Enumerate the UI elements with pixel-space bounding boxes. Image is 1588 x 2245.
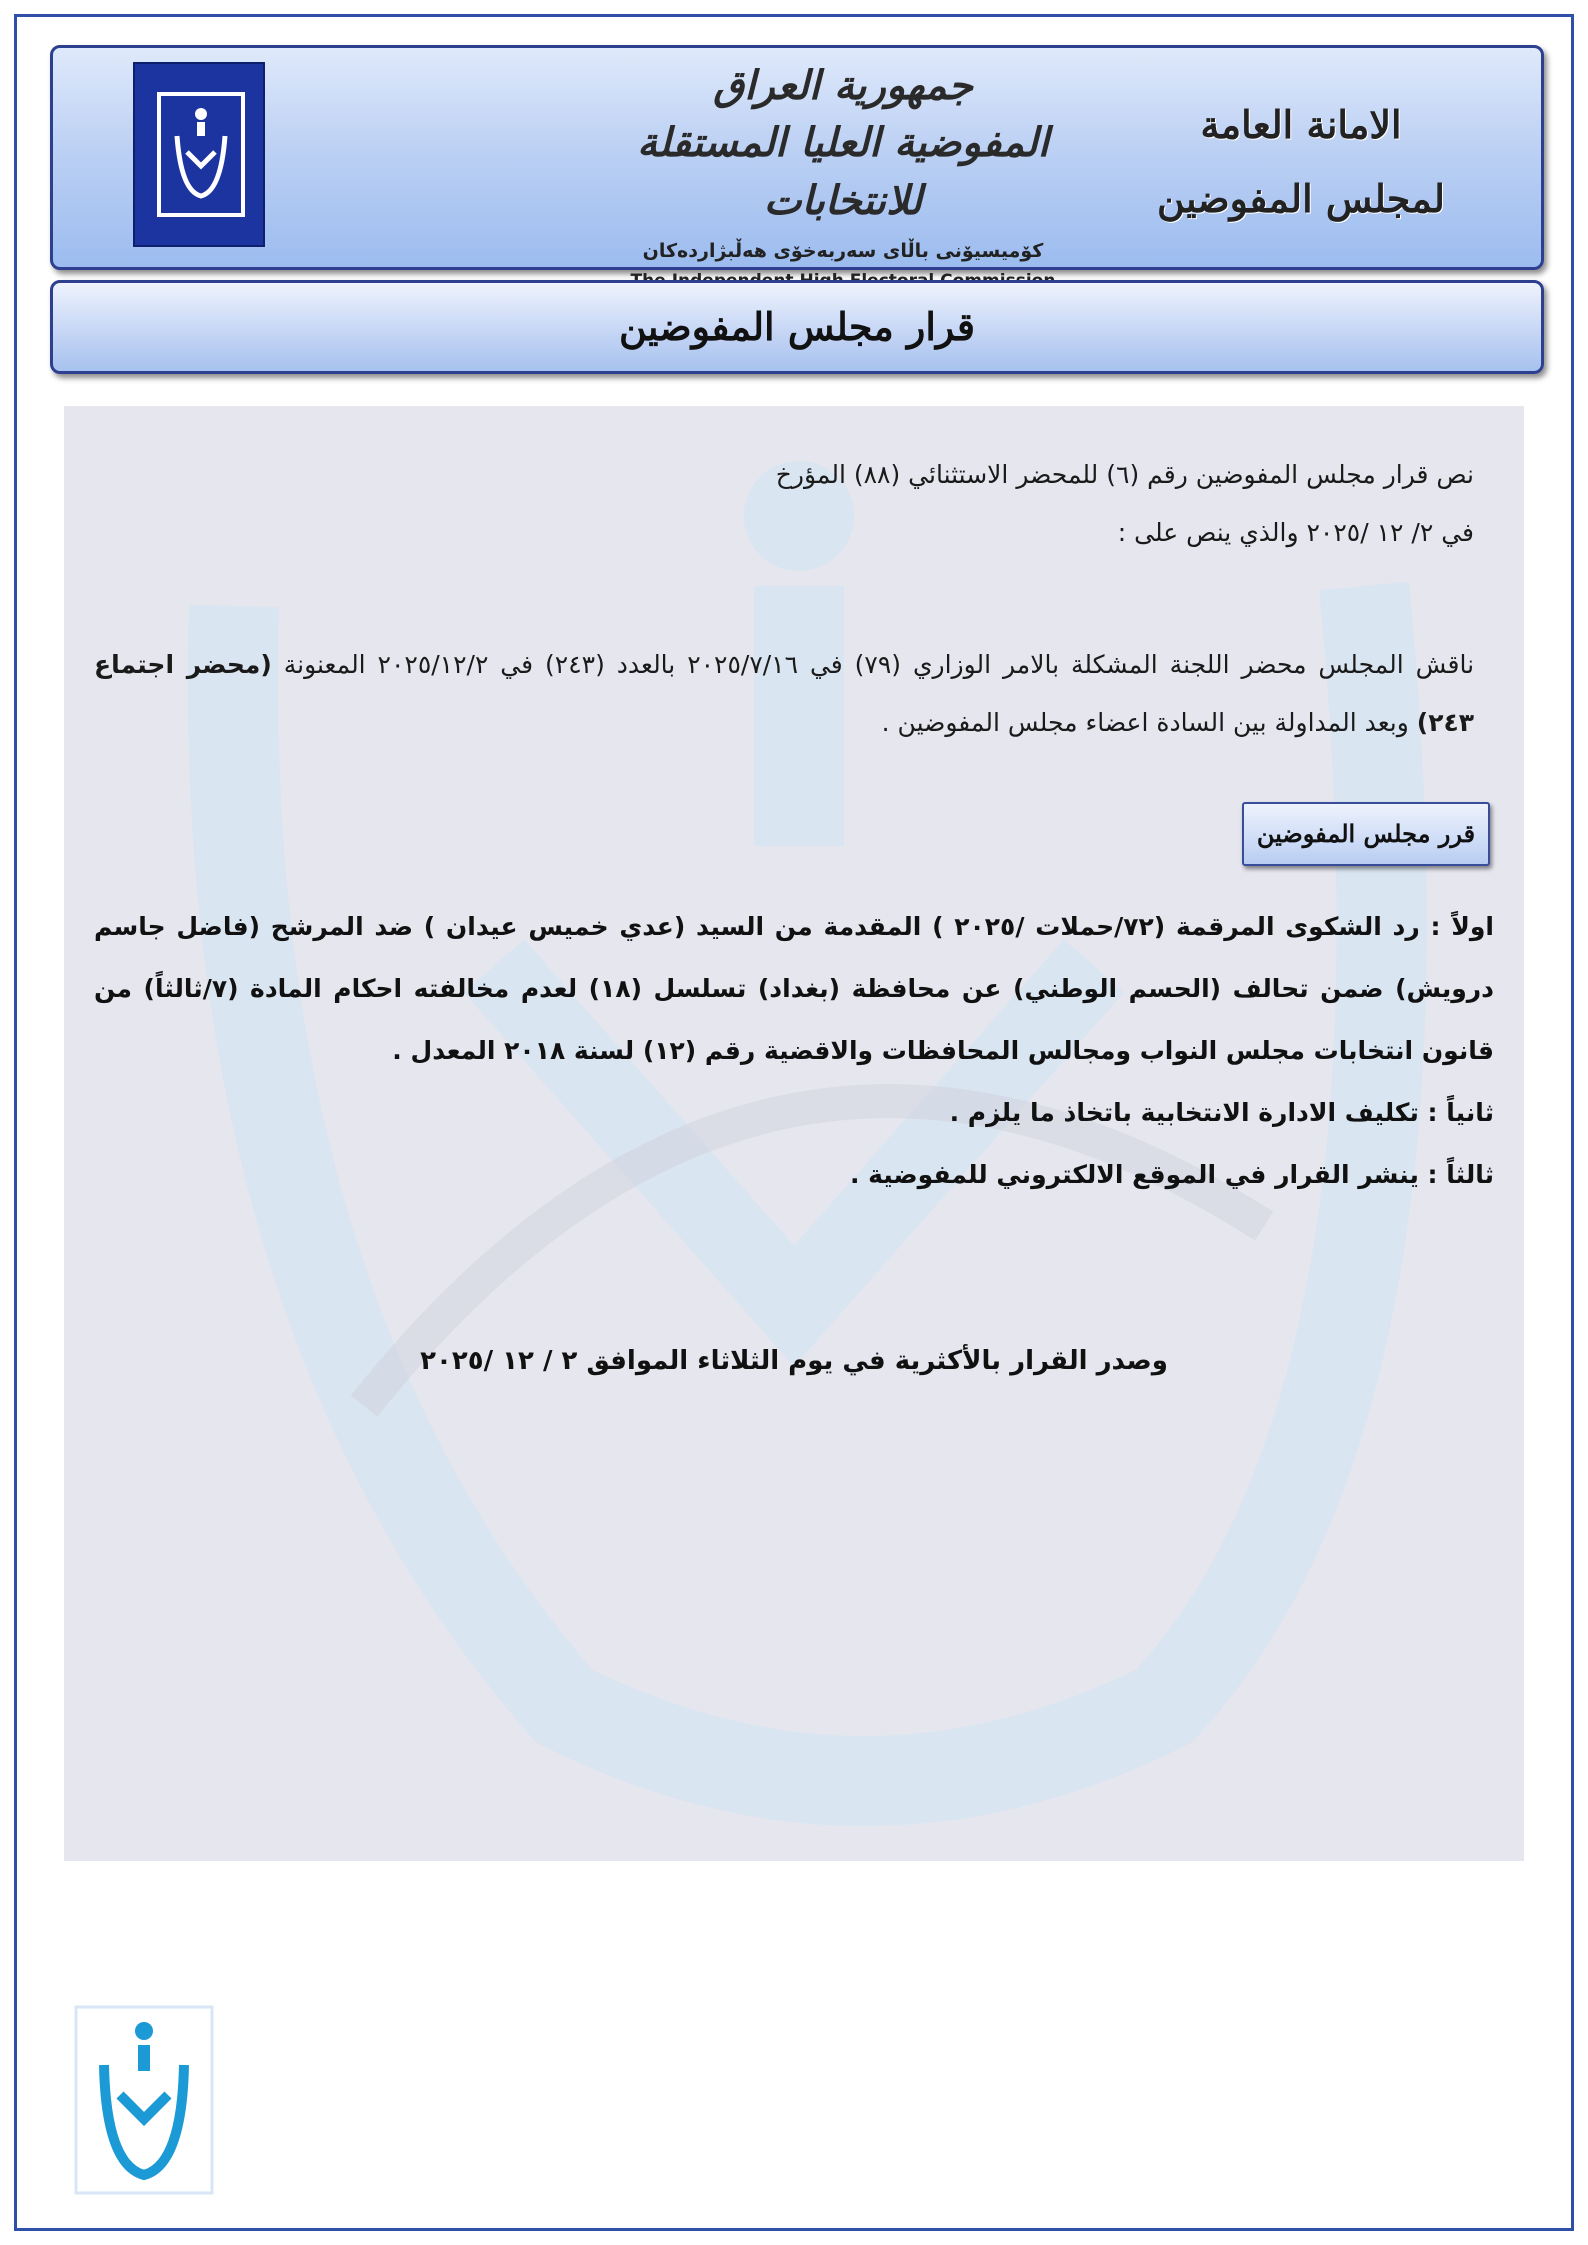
decision-first: اولاً : رد الشكوى المرقمة (٧٢/حملات /٢٠٢٥ ) المقدمة من السيد (عدي خميس عيدان ) ضد المرشح (فاضل جاسم درويش) ضمن تحالف (الحسم الوطني) عن محافظة (بغداد) تسلسل (١٨) لعدم مخالفته احكام المادة (٧/ثالثاً) من قانون انتخابات مجلس النواب ومجالس المحافظات والاقضية رقم (١٢) لسنة ٢٠١٨ المعدل . (94, 912, 1494, 1065)
country-name: جمهورية العراق (713, 62, 973, 109)
document-title-bar (50, 280, 1544, 374)
intro-line-1: نص قرار مجلس المفوضين رقم (٦) للمحضر الاستثنائي (٨٨) المؤرخ (775, 460, 1474, 489)
document-title: قرار مجلس المفوضين (618, 304, 976, 349)
issuance-statement: وصدر القرار بالأكثرية في يوم الثلاثاء الموافق ٢ / ١٢ /٢٠٢٥ (420, 1346, 1168, 1376)
department-line-2: لمجلس المفوضين (1157, 176, 1445, 221)
intro-line-2: في ٢/ ١٢ /٢٠٢٥ والذي ينص على : (1117, 518, 1474, 547)
intro-paragraph (94, 446, 1474, 562)
discussion-bold-ref: (محضر اجتماع ٢٤٣) (94, 650, 1474, 737)
department-name (1156, 88, 1446, 236)
discussion-text-2: وبعد المداولة بين السادة اعضاء مجلس المفوضين . (881, 708, 1417, 737)
decision-second: ثانياً : تكليف الادارة الانتخابية باتخاذ ما يلزم . (949, 1098, 1494, 1127)
content-panel (64, 406, 1524, 1861)
commission-kurdish-name: كۆمیسیۆنی باڵای سەربەخۆی هەڵبژاردەکان (642, 240, 1044, 262)
decision-third: ثالثاً : ينشر القرار في الموقع الالكتروني للمفوضية . (849, 1160, 1494, 1189)
discussion-paragraph (94, 636, 1474, 752)
commission-arabic-name: المفوضية العليا المستقلة للانتخابات (637, 119, 1049, 224)
commission-logo (133, 62, 265, 247)
decision-section-label: قرر مجلس المفوضين (1242, 802, 1490, 866)
department-line-1: الامانة العامة (1200, 102, 1402, 147)
logo-icon (157, 92, 245, 217)
commission-name (623, 58, 1063, 296)
bottom-logo-icon (64, 1995, 224, 2205)
decisions-list (94, 896, 1494, 1206)
discussion-text-1: ناقش المجلس محضر اللجنة المشكلة بالامر الوزاري (٧٩) في ٢٠٢٥/٧/١٦ بالعدد (٢٤٣) في ٢٠٢٥/١٢/٢ المعنونة (271, 650, 1475, 679)
letterhead (50, 45, 1544, 270)
